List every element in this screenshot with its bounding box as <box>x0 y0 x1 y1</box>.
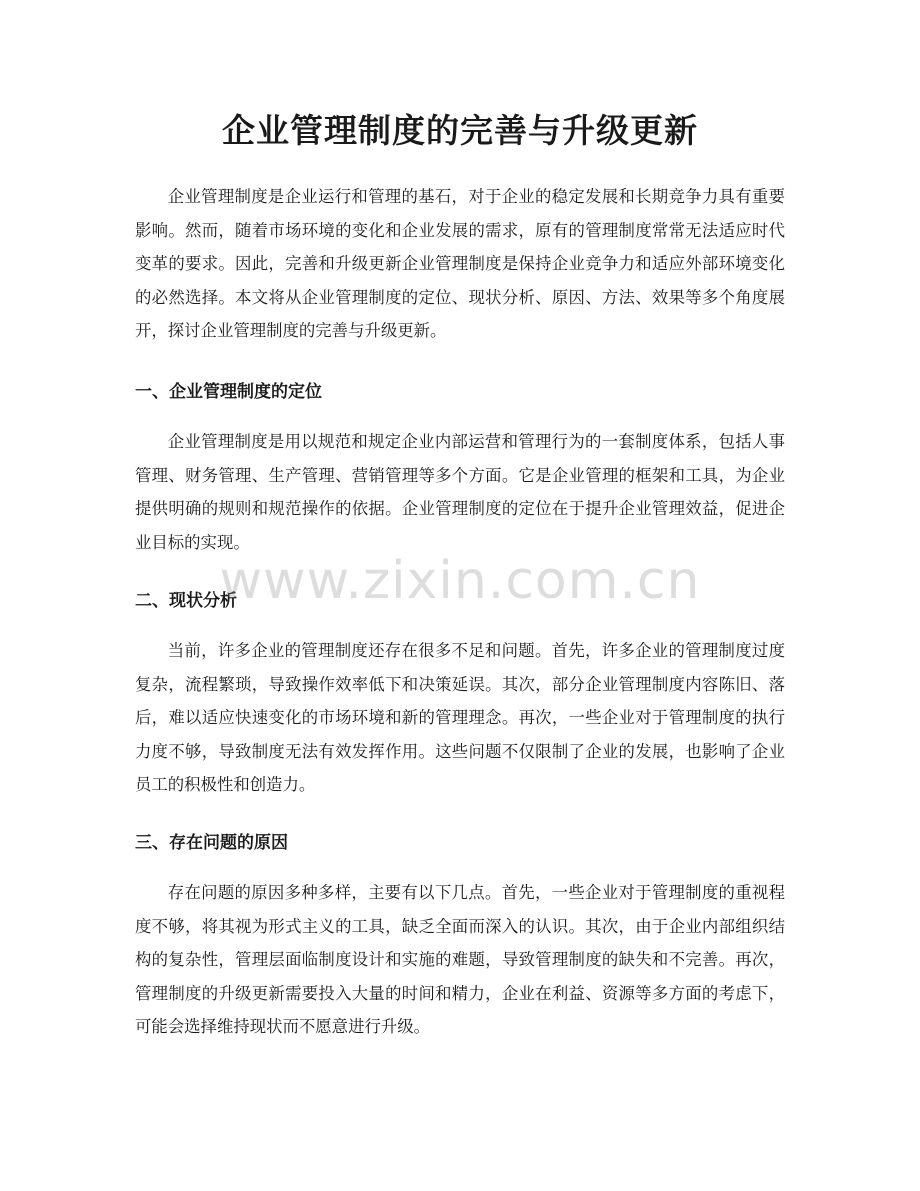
section-body-positioning: 企业管理制度是用以规范和规定企业内部运营和管理行为的一套制度体系，包括人事管理、财务管理、生产管理、营销管理等多个方面。它是企业管理的框架和工具，为企业提供明确的规则和规范操作的依据。企业管理制度的定位在于提升企业管理效益，促进企业目标的实现。 <box>135 432 785 552</box>
section-heading-positioning: 一、企业管理制度的定位 <box>135 382 322 402</box>
section-body-status: 当前，许多企业的管理制度还存在很多不足和问题。首先，许多企业的管理制度过度复杂，流程繁琐，导致操作效率低下和决策延误。其次，部分企业管理制度内容陈旧、落后，难以适应快速变化的市场环境和新的管理理念。再次，一些企业对于管理制度的执行力度不够，导致制度无法有效发挥作用。这些问题不仅限制了企业的发展，也影响了企业员工的积极性和创造力。 <box>135 641 785 794</box>
section-heading-causes: 三、存在问题的原因 <box>135 833 288 853</box>
section-body-causes: 存在问题的原因多种多样，主要有以下几点。首先，一些企业对于管理制度的重视程度不够，将其视为形式主义的工具，缺乏全面而深入的认识。其次，由于企业内部组织结构的复杂性，管理层面临制度设计和实施的难题，导致管理制度的缺失和不完善。再次，管理制度的升级更新需要投入大量的时间和精力，企业在利益、资源等多方面的考虑下，可能会选择维持现状而不愿意进行升级。 <box>135 883 785 1036</box>
document-title: 企业管理制度的完善与升级更新 <box>222 111 698 150</box>
intro-paragraph: 企业管理制度是企业运行和管理的基石，对于企业的稳定发展和长期竞争力具有重要影响。然而，随着市场环境的变化和企业发展的需求，原有的管理制度常常无法适应时代变革的要求。因此，完善和升级更新企业管理制度是保持企业竞争力和适应外部环境变化的必然选择。本文将从企业管理制度的定位、现状分析、原因、方法、效果等多个角度展开，探讨企业管理制度的完善与升级更新。 <box>135 187 785 340</box>
watermark: www.zixin.com.cn <box>219 551 701 611</box>
section-heading-status: 二、现状分析 <box>135 591 237 611</box>
